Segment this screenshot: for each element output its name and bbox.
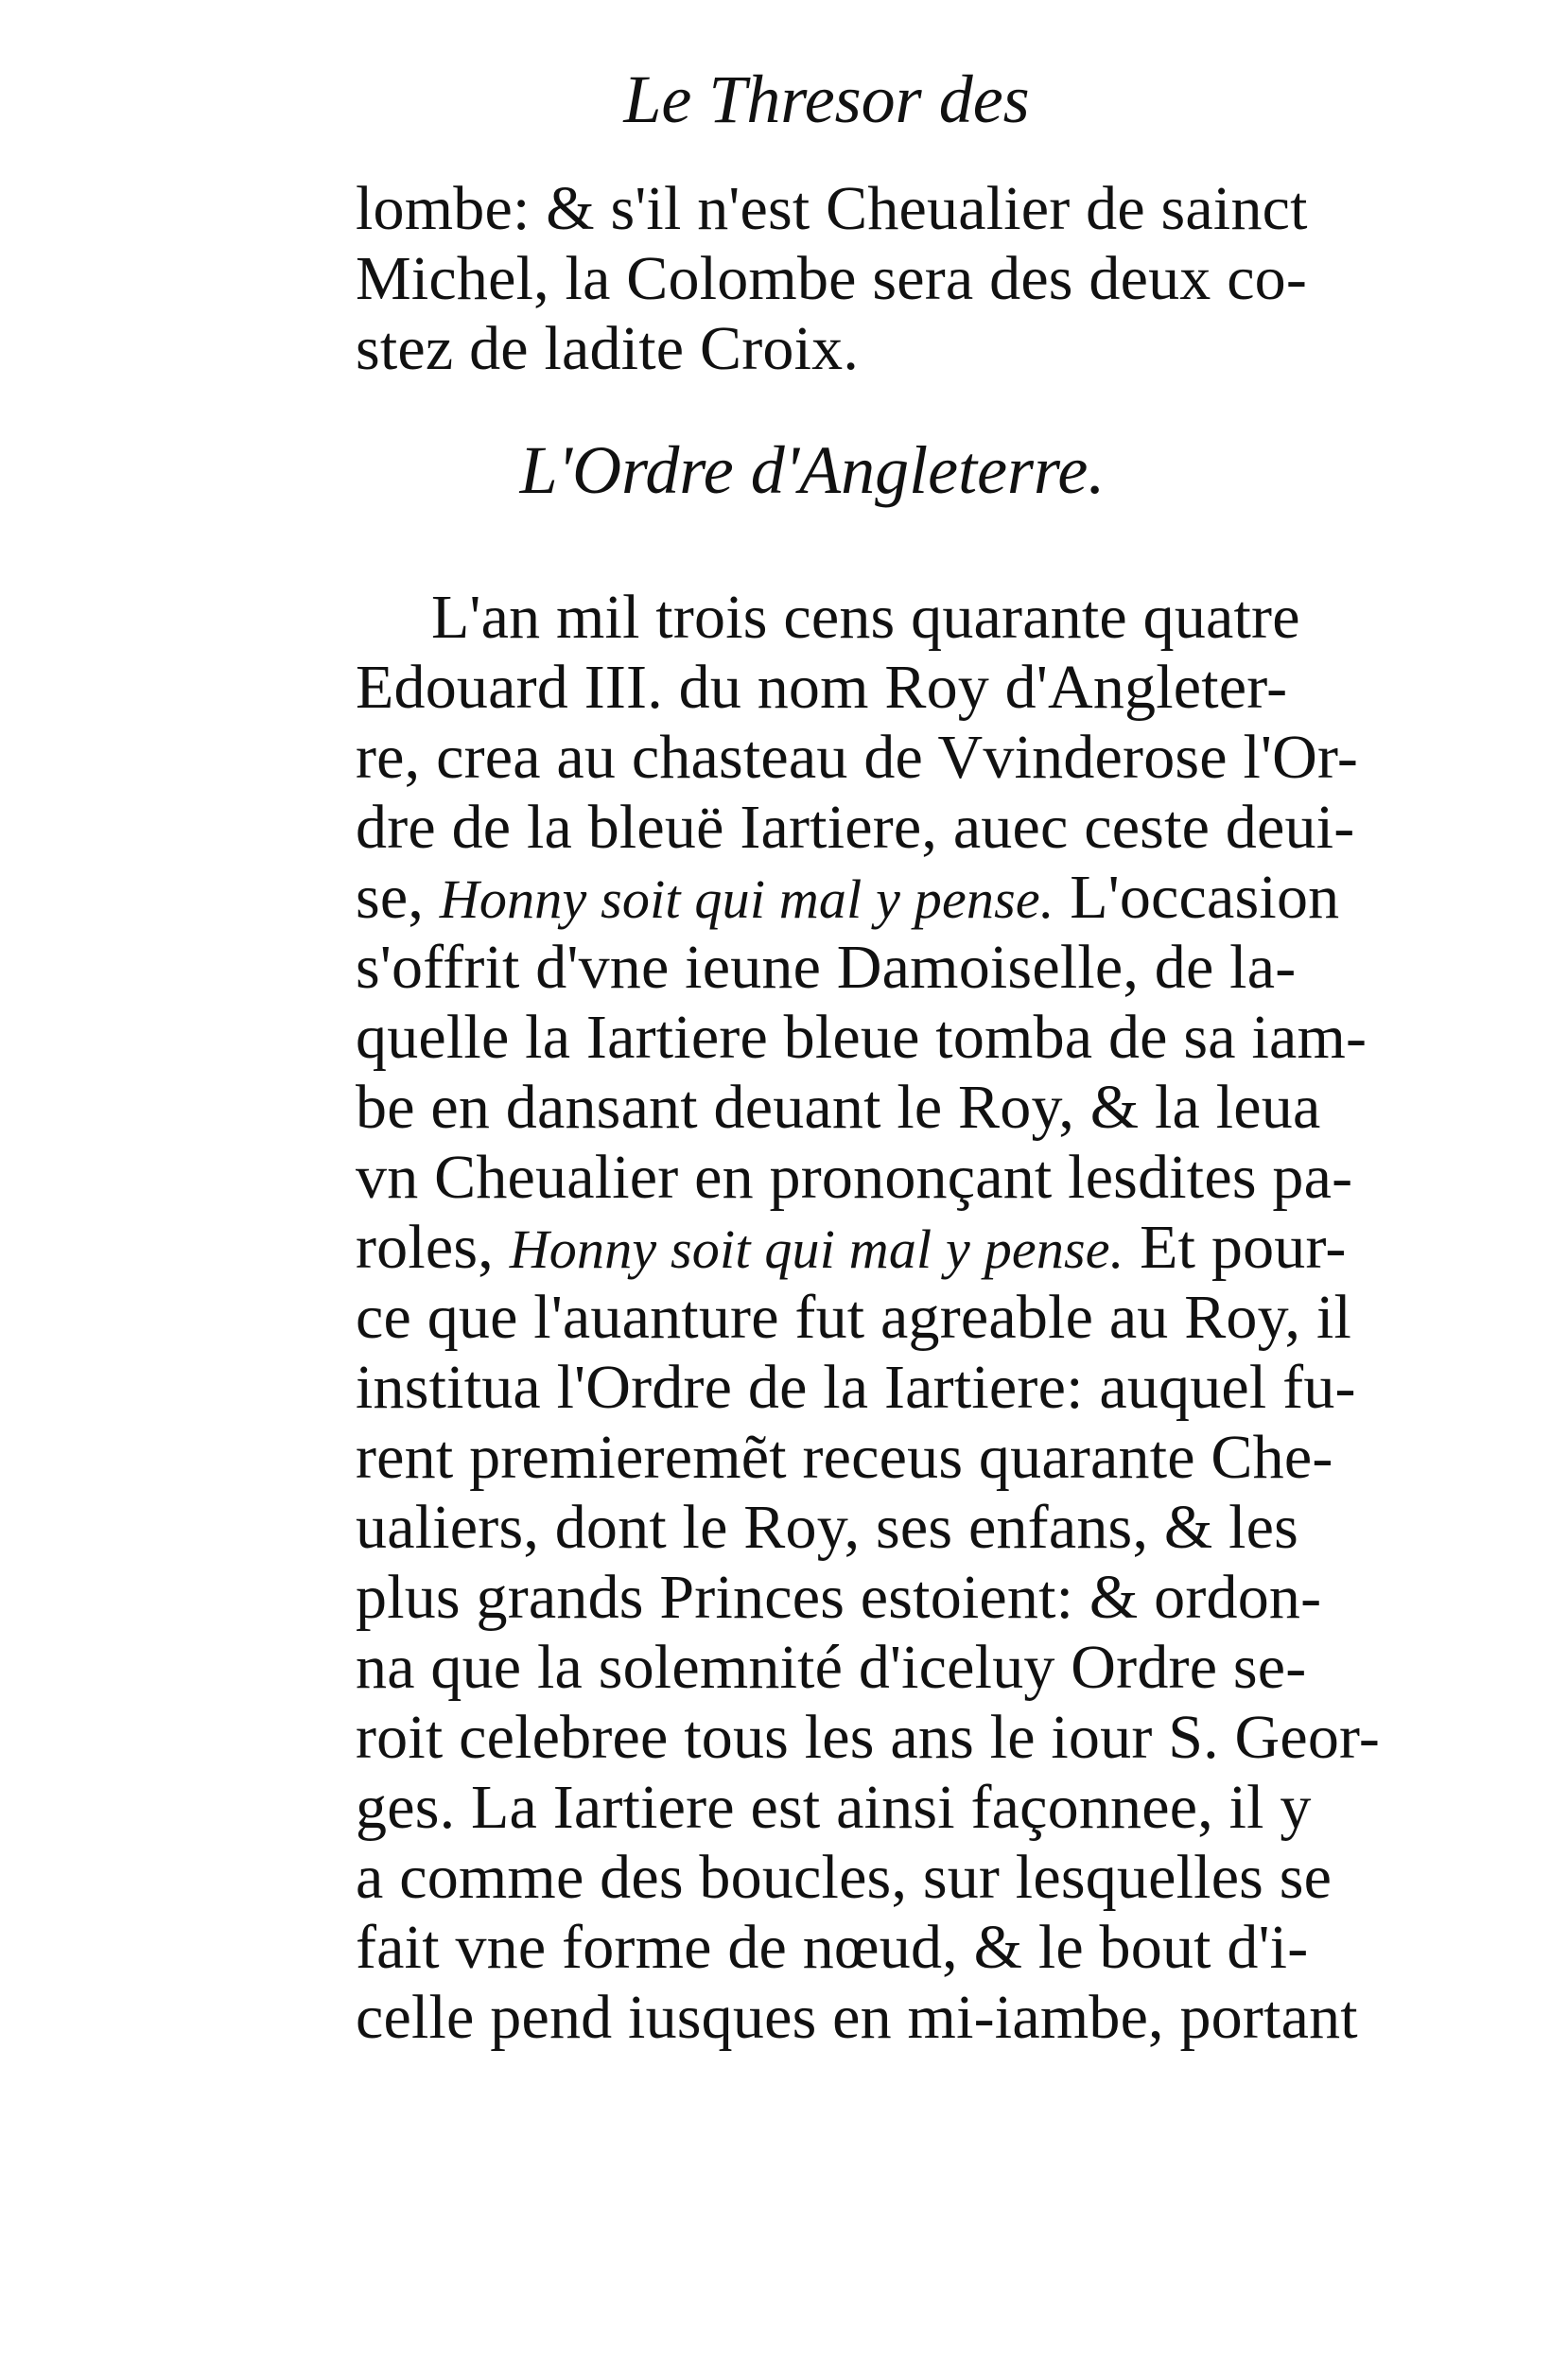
text-line: lombe: & s'il n'est Cheualier de sainct [356, 174, 1308, 243]
running-head: Le Thresor des [623, 61, 1030, 137]
text-line: dre de la bleuë Iartiere, auec ceste deui- [356, 793, 1355, 862]
text-line: a comme des boucles, sur lesquelles se [356, 1843, 1333, 1912]
text-line: re, crea au chasteau de Vvinderose l'Or- [356, 723, 1359, 792]
text-line: institua l'Ordre de la Iartiere: auquel fu- [356, 1353, 1356, 1422]
text-line: roit celebree tous les ans le iour S. Geor- [356, 1703, 1381, 1772]
text-line: stez de ladite Croix. [356, 314, 860, 383]
text-line: Michel, la Colombe sera des deux co- [356, 244, 1308, 313]
text-line: quelle la Iartiere bleue tomba de sa iam- [356, 1003, 1368, 1072]
section-heading: L'Ordre d'Angleterre. [519, 432, 1106, 508]
text-line: na que la solemnité d'iceluy Ordre se- [356, 1633, 1307, 1702]
text-line: rent premieremẽt receus quarante Che- [356, 1423, 1333, 1492]
text-line: be en dansant deuant le Roy, & la leua [356, 1073, 1321, 1142]
text-line: Edouard III. du nom Roy d'Angleter- [356, 653, 1288, 722]
text-fragment: Et pour- [1140, 1213, 1347, 1282]
text-fragment: L'occasion [1070, 863, 1340, 932]
text-line-with-motto [356, 863, 1339, 935]
text-line: fait vne forme de nœud, & le bout d'i- [356, 1913, 1309, 1982]
text-fragment: roles, [356, 1213, 494, 1282]
motto: Honny soit qui mal y pense. [439, 868, 1054, 930]
text-line: s'offrit d'vne ieune Damoiselle, de la- [356, 933, 1297, 1002]
text-line: vn Cheualier en prononçant lesdites pa- [356, 1143, 1353, 1212]
motto: Honny soit qui mal y pense. [509, 1218, 1124, 1280]
text-line: celle pend iusques en mi-iambe, portant [356, 1983, 1358, 2052]
text-line-with-motto [356, 1213, 1347, 1285]
text-line: plus grands Princes estoient: & ordon- [356, 1563, 1322, 1632]
text-line: L'an mil trois cens quarante quatre [431, 583, 1300, 652]
text-fragment: se, [356, 863, 425, 932]
text-line: ualiers, dont le Roy, ses enfans, & les [356, 1493, 1298, 1562]
text-line: ce que l'auanture fut agreable au Roy, il [356, 1283, 1352, 1352]
text-line: ges. La Iartiere est ainsi façonnee, il y [356, 1773, 1312, 1842]
